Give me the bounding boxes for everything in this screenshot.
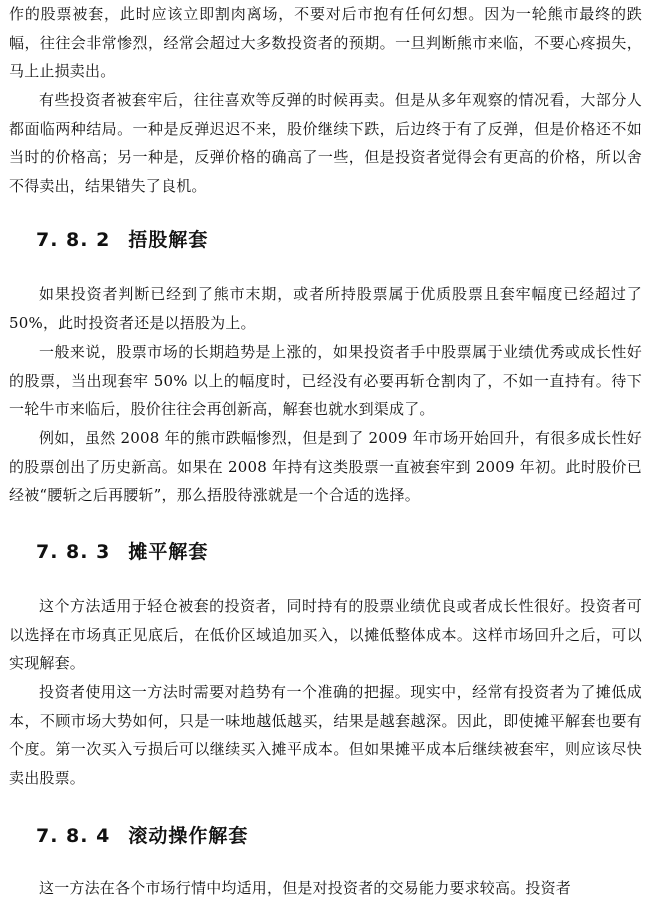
paragraph-bear-market-stop-loss: 作的股票被套，此时应该立即割肉离场，不要对后市抱有任何幻想。因为一轮熊市最终的跌幅，往往会非常惨烈，经常会超过大多数投资者的预期。一旦判断熊市来临，不要心疼损失，马上止损卖出。: [9, 5, 642, 80]
section-title: 摊平解套: [128, 541, 209, 563]
section-number: 7. 8. 2: [36, 229, 111, 251]
paragraph-averaging-down-caution: 投资者使用这一方法时需要对趋势有一个准确的把握。现实中，经常有投资者为了摊低成本，不顾市场大势如何，只是一味地越低越买，结果是越套越深。因此，即使摊平解套也要有个度。第一次买入亏损后可以继续买入摊平成本。但如果摊平成本后继续被套牢，则应该尽快卖出股票。: [9, 683, 642, 787]
section-title: 滚动操作解套: [128, 825, 249, 847]
section-title: 捂股解套: [128, 229, 209, 251]
section-number: 7. 8. 4: [36, 825, 111, 847]
section-number: 7. 8. 3: [36, 541, 111, 563]
paragraph-rolling-operation-intro: 这一方法在各个市场行情中均适用，但是对投资者的交易能力要求较高。投资者: [39, 879, 572, 897]
section-heading-7-8-4: [36, 822, 248, 850]
paragraph-hold-stock-intro: 如果投资者判断已经到了熊市末期，或者所持股票属于优质股票且套牢幅度已经超过了 50%，此时投资者还是以捂股为上。: [9, 285, 642, 332]
paragraph-2008-example: 例如，虽然 2008 年的熊市跌幅惨烈，但是到了 2009 年市场开始回升，有很多成长性好的股票创出了历史新高。如果在 2008 年持有这类股票一直被套牢到 2009 年初。此时股价已经被“腰斩之后再腰斩”，那么捂股待涨就是一个合适的选择。: [9, 429, 642, 504]
paragraph-averaging-down-intro: 这个方法适用于轻仓被套的投资者，同时持有的股票业绩优良或者成长性很好。投资者可以选择在市场真正见底后，在低价区域追加买入，以摊低整体成本。这样市场回升之后，可以实现解套。: [9, 597, 642, 672]
paragraph-waiting-for-rebound: 有些投资者被套牢后，往往喜欢等反弹的时候再卖。但是从多年观察的情况看，大部分人都面临两种结局。一种是反弹迟迟不来，股价继续下跌，后边终于有了反弹，但是价格还不如当时的价格高；另一种是，反弹价格的确高了一些，但是投资者觉得会有更高的价格，所以舍不得卖出，结果错失了良机。: [9, 91, 642, 195]
paragraph-long-term-trend: 一般来说，股票市场的长期趋势是上涨的，如果投资者手中股票属于业绩优秀或成长性好的股票，当出现套牢 50% 以上的幅度时，已经没有必要再斩仓割肉了，不如一直持有。待下一轮牛市来临后，股价往往会再创新高，解套也就水到渠成了。: [9, 343, 642, 418]
section-heading-7-8-3: [36, 538, 208, 566]
section-heading-7-8-2: [36, 226, 208, 254]
